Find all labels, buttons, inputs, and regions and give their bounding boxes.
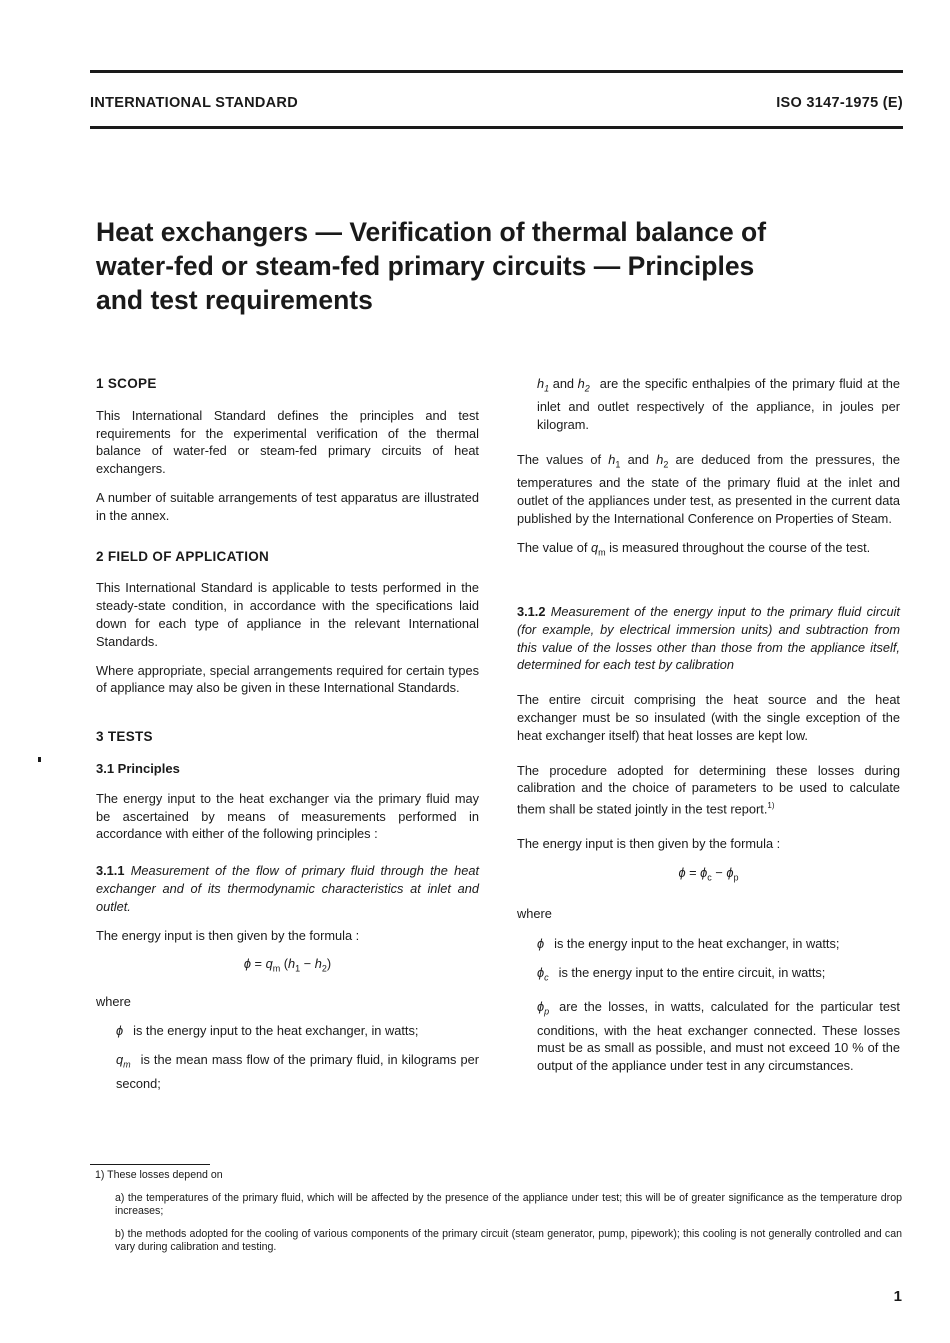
definition-phi	[96, 1022, 479, 1040]
formula-1-m: m	[272, 963, 281, 974]
enthalpy-values-paragraph	[517, 451, 900, 528]
formula-1	[96, 955, 479, 978]
definition-phi-symbol: ϕ	[116, 1023, 124, 1039]
section-1-heading: 1 SCOPE	[96, 376, 157, 391]
definition-phi-c	[517, 964, 900, 987]
right-column	[517, 375, 900, 1086]
definition-h-symbol	[537, 375, 590, 398]
definition-h-and: and	[549, 376, 578, 391]
definition-phi-c-symbol	[537, 964, 549, 987]
section-2-heading: 2 FIELD OF APPLICATION	[96, 548, 270, 564]
values-text-b: are deduced from the pressures, the temperatures and the state of the primary fluid at the inlet and outlet of the appliances under test, as presented in the current data published by the International Conference on Properties of Steam.	[517, 451, 900, 526]
values-and: and	[620, 451, 657, 467]
header-bottom-rule	[90, 126, 903, 129]
clause-3-1-1	[96, 862, 479, 915]
procedure-paragraph	[517, 762, 900, 819]
header-standard-label: INTERNATIONAL STANDARD	[90, 95, 298, 111]
formula-1-minus: −	[300, 956, 315, 972]
field-paragraph-2: Where appropriate, special arrangements required for certain types of appliance may also be given in these International Standards.	[96, 662, 479, 696]
formula-1-close: )	[326, 956, 332, 972]
formula-1-sub1: 1	[295, 963, 301, 974]
definition-phi-2	[517, 935, 900, 953]
footnote-1-head: 1) These losses depend on	[95, 1169, 223, 1181]
footnote-1-b: b) the methods adopted for the cooling of various components of the primary circuit (steam generator, pump, pipework); this cooling is not generally controlled and can vary during calibration and testing.	[115, 1227, 902, 1253]
formula-2-phi-p: ϕ	[726, 865, 734, 881]
clause-3-1-2-number: 3.1.2	[517, 604, 546, 620]
scope-paragraph-2: A number of suitable arrangements of test apparatus are illustrated in the annex.	[96, 489, 479, 523]
definition-qm-q: q	[116, 1052, 124, 1068]
formula-2-p: p	[733, 872, 739, 883]
definition-h	[517, 375, 900, 434]
formula-2-minus: −	[711, 865, 727, 881]
title-line-2: water-fed or steam-fed primary circuits — Principles	[96, 251, 755, 281]
definition-h-text: are the specific enthalpies of the primary fluid at the inlet and outlet respectively of the appliance, in joules per kilogram.	[537, 376, 900, 433]
definition-phi-p-phi: ϕ	[537, 999, 545, 1015]
footnote-ref-1[interactable]: 1)	[767, 801, 775, 811]
definition-phi-text: is the energy input to the heat exchanger, in watts;	[133, 1023, 419, 1039]
where-label-2: where	[517, 906, 552, 922]
formula-1-phi: ϕ	[243, 956, 251, 972]
margin-mark	[38, 757, 41, 762]
clause-3-1-1-number: 3.1.1	[96, 863, 125, 879]
footnote-rule	[90, 1164, 210, 1165]
formula-intro-1: The energy input is then given by the formula :	[96, 927, 360, 943]
definition-h2: h	[577, 376, 585, 391]
circuit-insulation-paragraph: The entire circuit comprising the heat source and the heat exchanger must be so insulated (with the single exception of the heat exchanger itself) that heat losses are kept low.	[517, 692, 900, 743]
qm-sub: m	[598, 547, 606, 558]
formula-1-h1: h	[288, 956, 296, 972]
formula-1-eq: =	[250, 956, 266, 972]
qm-q: q	[590, 539, 599, 555]
clause-3-1-2-text: Measurement of the energy input to the primary fluid circuit (for example, by electrical immersion units) and subtraction from this value of the losses other than those from the appliance itself, determined for each test by calibration	[517, 604, 900, 673]
values-h1-sub: 1	[615, 459, 621, 470]
definition-phi-c-text: is the energy input to the entire circuit, in watts;	[558, 964, 826, 980]
qm-text-a: The value of	[517, 539, 591, 555]
definition-qm-symbol	[116, 1051, 131, 1074]
values-h1: h	[608, 451, 616, 467]
definition-h1-sub: 1	[544, 383, 550, 394]
definition-phi-2-symbol: ϕ	[537, 936, 545, 952]
section-3-heading: 3 TESTS	[96, 729, 153, 745]
definition-qm	[96, 1051, 479, 1092]
formula-1-q: q	[265, 956, 273, 972]
definition-qm-sub: m	[123, 1059, 131, 1070]
definition-phi-p	[517, 998, 900, 1075]
formula-2	[517, 864, 900, 887]
definition-h1: h	[537, 376, 545, 391]
mass-flow-paragraph	[517, 539, 900, 562]
where-label-1: where	[96, 993, 131, 1009]
values-h2-sub: 2	[663, 459, 669, 470]
definition-phi-c-phi: ϕ	[537, 964, 545, 980]
principles-paragraph: The energy input to the heat exchanger via the primary fluid may be ascertained by means of measurements performed in accordance with either of the following principles :	[96, 790, 479, 842]
footnotes	[90, 1169, 902, 1264]
formula-2-phi-c: ϕ	[700, 865, 708, 881]
clause-3-1-1-text: Measurement of the flow of primary fluid through the heat exchanger and of its thermodynamic characteristics at inlet and outlet.	[96, 863, 479, 914]
title-line-1: Heat exchangers — Verification of thermal balance of	[96, 217, 767, 247]
footnote-1-a: a) the temperatures of the primary fluid, which will be affected by the presence of the appliance under test; this will be of greater significance as the temperature drop increases;	[115, 1191, 902, 1217]
definition-phi-c-sub: c	[544, 972, 549, 983]
document-title	[96, 215, 856, 317]
definition-phi-2-text: is the energy input to the heat exchanger, in watts;	[554, 936, 840, 952]
formula-1-h2: h	[314, 956, 322, 972]
definition-qm-text: is the mean mass flow of the primary fluid, in kilograms per second;	[116, 1052, 479, 1091]
procedure-text: The procedure adopted for determining these losses during calibration and the choice of parameters to be used to calculate them shall be stated jointly in the test report.	[517, 762, 900, 817]
formula-intro-2: The energy input is then given by the formula :	[517, 836, 781, 852]
section-3-1-heading: 3.1 Principles	[96, 760, 180, 776]
formula-2-eq: =	[685, 865, 701, 881]
page-number: 1	[893, 1288, 902, 1305]
formula-2-phi: ϕ	[678, 865, 686, 881]
left-column	[96, 375, 479, 1103]
clause-3-1-2	[517, 603, 900, 674]
values-text-a: The values of	[517, 451, 609, 467]
header-top-rule	[90, 70, 903, 73]
title-line-3: and test requirements	[96, 285, 373, 315]
definition-phi-p-sub: p	[544, 1006, 550, 1017]
definition-phi-p-symbol	[537, 998, 549, 1021]
header-standard-number: ISO 3147-1975 (E)	[776, 95, 903, 111]
values-h2: h	[656, 451, 664, 467]
definition-h2-sub: 2	[584, 383, 590, 394]
formula-2-c: c	[707, 872, 712, 883]
formula-1-open: (	[280, 956, 289, 972]
definition-phi-p-text: are the losses, in watts, calculated for the particular test conditions, with the heat exchanger connected. These losses must be as small as possible, and must not exceed 10 % of the output of the appliance under test in any circumstances.	[537, 999, 900, 1074]
scope-paragraph-1: This International Standard defines the principles and test requirements for the experimental verification of the thermal balance of water-fed or steam-fed primary circuits of heat exchangers.	[96, 407, 479, 477]
formula-1-sub2: 2	[321, 963, 327, 974]
field-paragraph-1: This International Standard is applicable to tests performed in the steady-state condition, in accordance with the specifications laid down for each type of appliance in the relevant International Standards.	[96, 580, 479, 649]
qm-text-b: is measured throughout the course of the test.	[605, 539, 871, 555]
